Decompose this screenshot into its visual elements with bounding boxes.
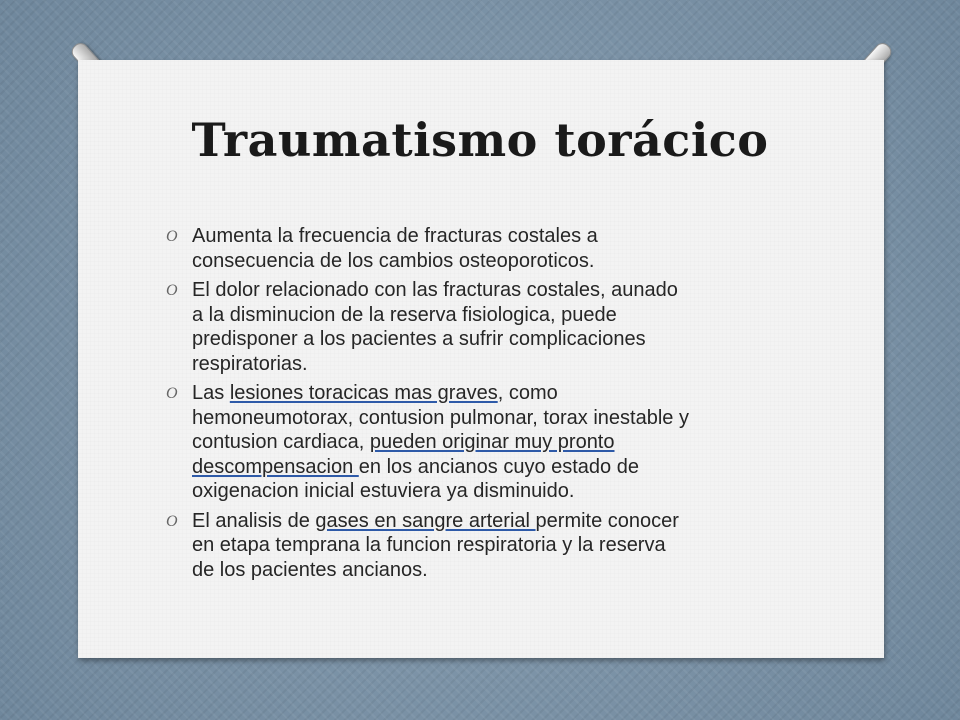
bullet-text-line xyxy=(192,303,816,328)
bullet-item xyxy=(166,224,816,273)
bullet-text-line xyxy=(192,249,816,274)
bullet-item xyxy=(166,381,816,504)
bullet-text-line xyxy=(192,327,816,352)
text-segment: respiratorias. xyxy=(192,352,308,375)
bullet-text-line xyxy=(192,455,816,480)
bullet-text-line xyxy=(192,278,816,303)
text-segment: contusion cardiaca, xyxy=(192,431,370,453)
underlined-phrase: gases en sangre arterial xyxy=(315,509,536,532)
bullet-marker-icon: O xyxy=(166,228,178,245)
bullet-marker-icon: O xyxy=(166,385,178,402)
bullet-item xyxy=(166,278,816,376)
text-segment: hemoneumotorax, contusion pulmonar, torax inestable y xyxy=(192,406,689,429)
bullet-text-line xyxy=(192,381,816,406)
text-segment: Las xyxy=(192,382,230,404)
bullet-list xyxy=(166,224,816,587)
bullet-item xyxy=(166,509,816,583)
text-segment: oxigenacion inicial estuviera ya disminuido. xyxy=(192,480,575,502)
bullet-text-line xyxy=(192,479,816,504)
bullet-text-line xyxy=(192,352,816,377)
text-segment: , como xyxy=(497,382,558,404)
bullet-text-line xyxy=(192,533,816,558)
text-segment: El dolor relacionado con las fracturas costales, aunado xyxy=(192,279,678,301)
text-segment: El analisis de xyxy=(192,509,316,532)
bullet-text-line xyxy=(192,558,816,583)
bullet-text-line xyxy=(192,509,816,534)
underlined-phrase: descompensacion xyxy=(192,455,359,478)
text-segment: en los ancianos cuyo estado de xyxy=(358,455,639,478)
bullet-marker-icon: O xyxy=(166,282,178,299)
bullet-text-line xyxy=(192,224,816,249)
text-segment: predisponer a los pacientes a sufrir complicaciones xyxy=(192,328,646,350)
text-segment: consecuencia de los cambios osteoporoticos. xyxy=(192,249,595,272)
text-segment: Aumenta la frecuencia de fracturas costales a xyxy=(192,225,598,247)
text-segment: en etapa temprana la funcion respiratoria y la reserva xyxy=(192,534,666,556)
underlined-phrase: pueden originar muy pronto xyxy=(369,431,615,453)
bullet-marker-icon: O xyxy=(166,512,178,530)
text-segment: permite conocer xyxy=(535,509,679,532)
text-segment: de los pacientes ancianos. xyxy=(192,558,428,581)
slide-title: Traumatismo torácico xyxy=(191,113,769,167)
text-segment: a la disminucion de la reserva fisiologica, puede xyxy=(192,303,617,326)
bullet-text-line xyxy=(192,406,816,431)
bullet-text-line xyxy=(192,430,816,455)
underlined-phrase: lesiones toracicas mas graves xyxy=(229,382,498,404)
